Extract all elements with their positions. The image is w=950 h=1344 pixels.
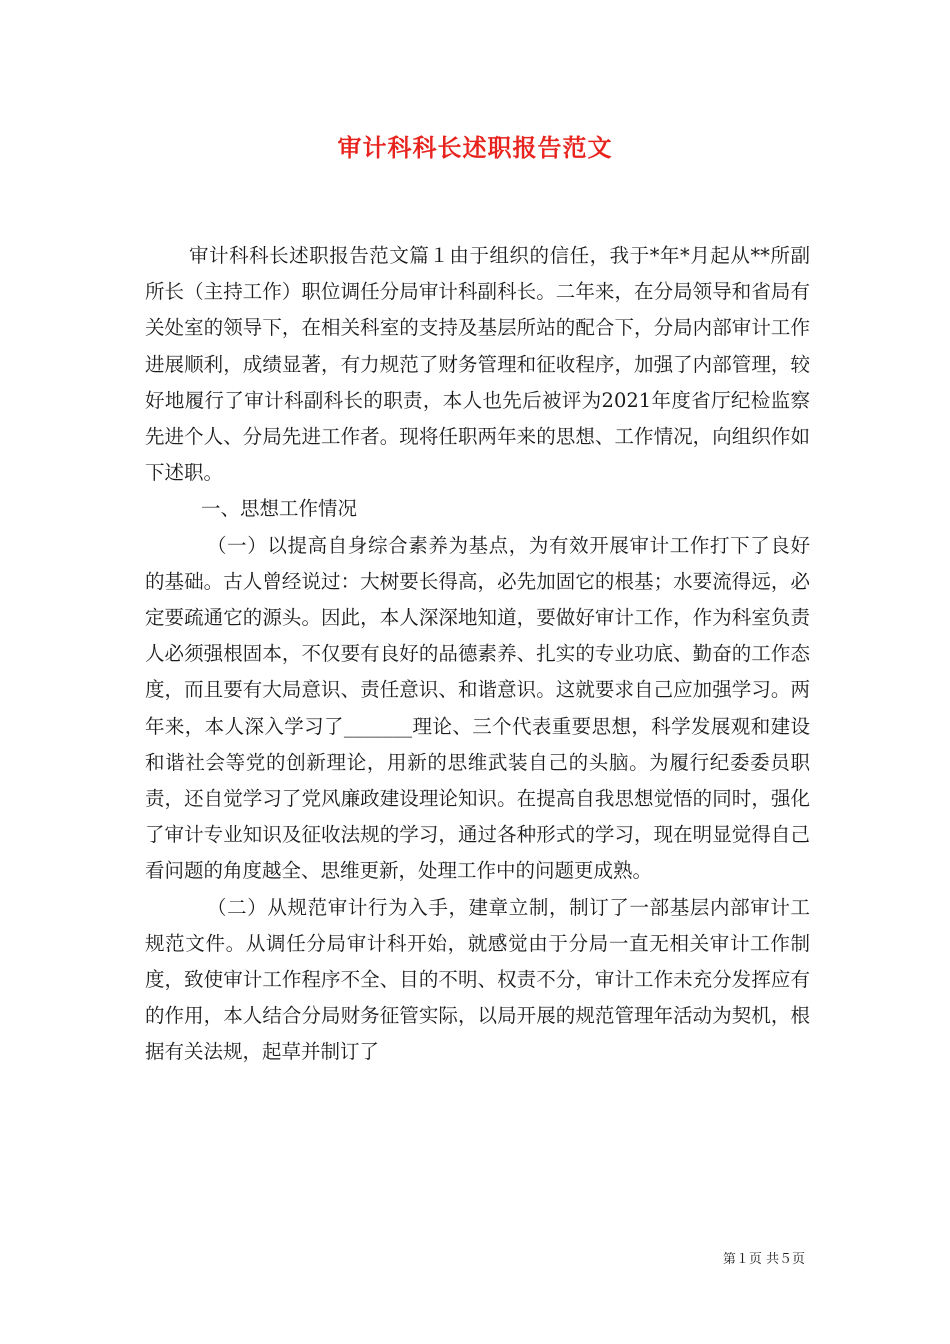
section-heading: 一、思想工作情况 [201,497,358,521]
document-body [145,238,810,1071]
paragraph-subsection-1: （一）以提高自身综合素养为基点，为有效开展审计工作打下了良好的基础。古人曾经说过：大树要长得高，必先加固它的根基；水要流得远，必定要疏通它的源头。因此，本人深深地知道，要做好审计工作，作为科室负责人必须强根固本，不仅要有良好的品德素养、扎实的专业功底、勤奋的工作态度，而且要有大局意识、责任意识、和谐意识。这就要求自己应加强学习。两年来，本人深入学习了_______理论、三个代表重要思想，科学发展观和建设和谐社会等党的创新理论，用新的思维武装自己的头脑。为履行纪委委员职责，还自觉学习了党风廉政建设理论知识。在提高自我思想觉悟的同时，强化了审计专业知识及征收法规的学习，通过各种形式的学习，现在明显觉得自己看问题的角度越全、思维更新，处理工作中的问题更成熟。 [145,533,810,883]
page-number-footer: 第１页 共５页 [722,1252,805,1267]
document-title: 审计科科长述职报告范文 [337,133,613,162]
paragraph-subsection-2: （二）从规范审计行为入手，建章立制，制订了一部基层内部审计工规范文件。从调任分局审计科开始，就感觉由于分局一直无相关审计工作制度，致使审计工作程序不全、目的不明、权责不分，审计工作未充分发挥应有的作用，本人结合分局财务征管实际，以局开展的规范管理年活动为契机，根据有关法规，起草并制订了 [145,895,810,1064]
paragraph-intro: 审计科科长述职报告范文篇１由于组织的信任，我于*年*月起从**所副所长（主持工作）职位调任分局审计科副科长。二年来，在分局领导和省局有关处室的领导下，在相关科室的支持及基层所站的配合下，分局内部审计工作进展顺利，成绩显著，有力规范了财务管理和征收程序，加强了内部管理，较好地履行了审计科副科长的职责，本人也先后被评为2021年度省厅纪检监察先进个人、分局先进工作者。现将任职两年来的思想、工作情况，向组织作如下述职。 [145,244,810,485]
